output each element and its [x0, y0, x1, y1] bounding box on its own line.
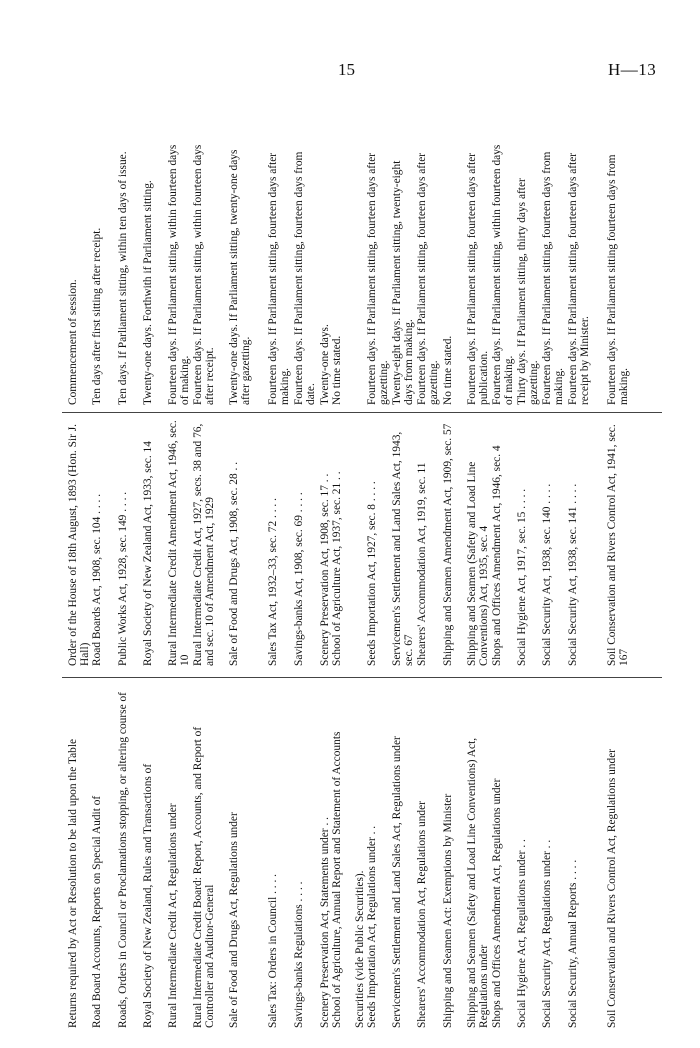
authority-cell: Seeds Importation Act, 1927, sec. 8 . . . . [366, 481, 378, 666]
rotated-table [62, 90, 662, 1040]
time-cell: Thirty days. If Parliament sitting, thirty days after gazetting. [516, 178, 540, 405]
authority-cell: Shops and Offices Amendment Act, 1946, sec. 4 [491, 445, 503, 666]
subject-cell: Shops and Offices Amendment Act, Regulations under [491, 778, 503, 1028]
subject-cell: Rural Intermediate Credit Board: Report, Accounts, and Report of Controller and Auditor-General [192, 726, 216, 1028]
subject-cell: Social Hygiene Act, Regulations under . . [516, 839, 528, 1028]
subject-cell: Road Board Accounts, Reports on Special Audit of [91, 795, 103, 1028]
column-rule [62, 412, 662, 413]
time-cell: Ten days. If Parliament sitting, within ten days of issue. [117, 151, 129, 405]
authority-cell: Sales Tax Act, 1932–33, sec. 72 . . . . [267, 498, 279, 666]
authority-cell: Shipping and Seamen (Safety and Load Line Conventions) Act, 1935, sec. 4 [466, 461, 490, 666]
authority-cell: Shearers' Accommodation Act, 1919, sec. 11 [416, 462, 428, 666]
time-cell: Fourteen days. If Parliament sitting, within fourteen days after receipt. [192, 144, 216, 405]
authority-cell: Soil Conservation and Rivers Control Act, 1941, sec. 167 [606, 424, 630, 666]
subject-cell: Social Security Act, Regulations under . . [541, 839, 553, 1028]
subject-cell: School of Agriculture, Annual Report and Statement of Accounts [331, 731, 343, 1028]
authority-cell: Scenery Preservation Act, 1908, sec. 17 . . [319, 473, 331, 666]
subject-cell: Royal Society of New Zealand, Rules and Transactions of [142, 763, 154, 1028]
authority-cell: School of Agriculture Act, 1937, sec. 21 . . [331, 471, 343, 666]
time-cell: Ten days after first sitting after receipt. [91, 227, 103, 405]
authority-cell: Social Security Act, 1938, sec. 140 . . . . [541, 483, 553, 666]
subject-cell: Shipping and Seamen (Safety and Load Line Conventions) Act, Regulations under [466, 737, 490, 1028]
time-cell: Fourteen days. If Parliament sitting, within fourteen days of making. [167, 144, 191, 405]
subject-cell: Sale of Food and Drugs Act, Regulations under [228, 812, 240, 1028]
subject-cell: Servicemen's Settlement and Land Sales Act, Regulations under [391, 736, 403, 1028]
time-cell: No time stated. [331, 335, 343, 405]
subject-cell: Soil Conservation and Rivers Control Act, Regulations under [606, 748, 618, 1028]
subject-cell: Roads, Orders in Council or Proclamations stopping, or altering course of [117, 692, 129, 1028]
authority-cell: Servicemen's Settlement and Land Sales Act, 1943, sec. 67 [391, 431, 415, 666]
time-cell: Fourteen days. If Parliament sitting, fourteen days after making. [267, 152, 291, 405]
page-number: 15 [338, 60, 355, 79]
authority-cell: Shipping and Seamen Amendment Act, 1909, sec. 57 [442, 423, 454, 666]
time-cell: Fourteen days. If Parliament sitting fourteen days from making. [606, 154, 630, 405]
subject-cell: Shipping and Seamen Act: Exemptions by Minister [442, 793, 454, 1028]
authority-cell: Rural Intermediate Credit Amendment Act, 1946, sec. 10 [167, 420, 191, 666]
time-cell: Fourteen days. If Parliament sitting, fourteen days after gazetting. [416, 152, 440, 405]
authority-cell: Rural Intermediate Credit Act, 1927, secs. 38 and 76, and sec. 10 of Amendment Act, 1929 [192, 423, 216, 666]
authority-cell: Public Works Act, 1928, sec. 149 . . . . [117, 491, 129, 666]
time-cell: Twenty-eight days. If Parliament sitting, twenty-eight days from making. [391, 160, 415, 405]
time-cell: Fourteen days. If Parliament sitting, fourteen days after receipt by Minister. [567, 152, 591, 405]
authority-cell: Order of the House of 18th August, 1893 (Hon. Sir J. Hall) [67, 423, 91, 666]
sheet-code: H—13 [608, 60, 657, 79]
subject-cell: Social Security, Annual Reports . . . . [567, 859, 579, 1028]
subject-cell: Rural Intermediate Credit Act, Regulations under [167, 803, 179, 1028]
subject-cell: Savings-banks Regulations . . . . [293, 881, 305, 1028]
time-cell: Commencement of session. [67, 279, 79, 405]
subject-cell: Sales Tax: Orders in Council . . . . [267, 873, 279, 1028]
authority-cell: Sale of Food and Drugs Act, 1908, sec. 28 . . [228, 461, 240, 666]
column-rule [62, 677, 662, 678]
time-cell: Fourteen days. If Parliament sitting, within fourteen days of making. [491, 144, 515, 405]
subject-cell: Scenery Preservation Act, Statements under . . [319, 817, 331, 1028]
subject-cell: Securities (vide Public Securities). [354, 870, 366, 1028]
time-cell: Fourteen days. If Parliament sitting, fourteen days from making. [541, 151, 565, 405]
subject-cell: Returns required by Act or Resolution to be laid upon the Table [67, 738, 79, 1028]
authority-cell: Social Security Act, 1938, sec. 141 . . . . [567, 483, 579, 666]
authority-cell: Road Boards Act, 1908, sec. 104 . . . . [91, 493, 103, 666]
subject-cell: Seeds Importation Act, Regulations under . . [366, 825, 378, 1028]
time-cell: Twenty-one days. If Parliament sitting, twenty-one days after gazetting. [228, 149, 252, 405]
authority-cell: Savings-banks Act, 1908, sec. 69 . . . . [293, 492, 305, 666]
time-cell: Twenty-one days. [319, 324, 331, 405]
time-cell: Twenty-one days. Forthwith if Parliament sitting. [142, 180, 154, 405]
time-cell: No time stated. [442, 335, 454, 405]
time-cell: Fourteen days. If Parliament sitting, fourteen days after gazetting. [366, 152, 390, 405]
time-cell: Fourteen days. If Parliament sitting, fourteen days after publication. [466, 152, 490, 405]
subject-cell: Shearers' Accommodation Act, Regulations under [416, 801, 428, 1028]
authority-cell: Royal Society of New Zealand Act, 1933, sec. 14 [142, 441, 154, 666]
authority-cell: Social Hygiene Act, 1917, sec. 15 . . . . [516, 488, 528, 666]
time-cell: Fourteen days. If Parliament sitting, fourteen days from date. [293, 151, 317, 405]
